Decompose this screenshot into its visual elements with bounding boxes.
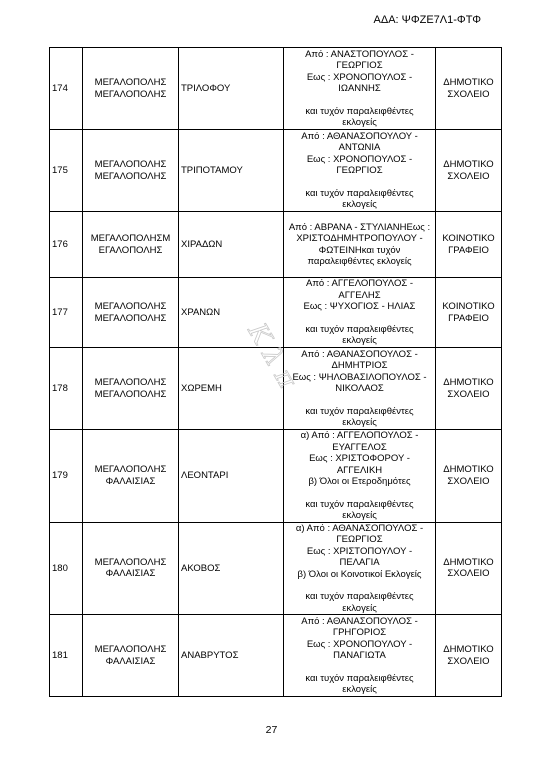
voter-range-line: Από : ΑΝΑΣΤΟΠΟΥΛΟΣ - [305,48,414,60]
row-number: 178 [50,348,83,430]
voter-range-line: Από : ΑΘΑΝΑΣΟΠΟΥΛΟΣ - [301,348,418,360]
voter-range-line: α) Από : ΑΘΑΝΑΣΟΠΟΥΛΟΣ - [295,522,424,534]
polling-place-line: ΔΗΜΟΤΙΚΟ [443,644,494,655]
table-row [50,278,502,348]
voter-range-cell [284,278,436,348]
voter-range-line [286,580,433,591]
voter-range-line: εκλογείς [342,684,377,695]
location-cell: ΧΙΡΑΔΩΝ [179,212,284,278]
table-row [50,212,502,278]
table-row [50,615,502,697]
municipality-line: ΜΕΓΑΛΟΠΟΛΗΣ [94,377,167,388]
polling-place-line: ΚΟΙΝΟΤΙΚΟ [442,301,495,312]
location-cell: ΤΡΙΛΟΦΟΥ [179,48,284,130]
voter-range-line: ΕΥΑΓΓΕΛΟΣ [332,441,387,453]
voter-range-line: και τυχόν παραλειφθέντες [305,405,414,417]
voter-range-line: εκλογείς [342,199,377,210]
municipality-line: ΜΕΓΑΛΟΠΟΛΗΣ [94,170,167,182]
table-row [50,430,502,523]
voter-range-line: β) Όλοι οι Κοινοτικοί Εκλογείς [297,568,422,580]
municipality-cell [83,278,179,348]
voter-range-line: ΦΩΤΕΙΝΗκαι τυχόν [318,244,401,256]
location-cell: ΑΝΑΒΡΥΤΟΣ [179,615,284,697]
location-cell: ΤΡΙΠΟΤΑΜΟΥ [179,130,284,212]
voter-range-line: Από : ΑΘΑΝΑΣΟΠΟΥΛΟΣ - [301,615,418,627]
voter-range-cell [284,48,436,130]
voter-range-line: εκλογείς [342,602,377,614]
row-number: 179 [50,430,83,523]
polling-place-line: ΔΗΜΟΤΙΚΟ [443,464,494,476]
voter-range-cell [284,615,436,697]
voter-range-line: και τυχόν παραλειφθέντες [305,187,414,199]
polling-place-line: ΣΧΟΛΕΙΟ [447,475,490,487]
voter-range-line: και τυχόν παραλειφθέντες [305,323,414,335]
polling-place-line: ΣΧΟΛΕΙΟ [447,170,490,182]
voter-range-cell [284,130,436,212]
municipality-cell [83,348,179,430]
voter-range-line: Από : ΑΘΑΝΑΣΟΠΟΥΛΟΥ - [301,130,418,142]
voter-range-line: και τυχόν παραλειφθέντες [305,672,414,684]
voter-range-line: Από : ΑΒΡΑΝΑ - ΣΤΥΛΙΑΝΗΕως : [288,221,431,233]
voter-range-line: ΔΗΜΗΤΡΙΟΣ [331,360,388,371]
location-cell: ΛΕΟΝΤΑΡΙ [179,430,284,523]
municipality-line: ΜΕΓΑΛΟΠΟΛΗΣ [94,301,167,312]
municipality-line: ΜΕΓΑΛΟΠΟΛΗΣ [94,312,167,324]
table-row [50,522,502,615]
voter-range-cell [284,430,436,523]
municipality-cell [83,130,179,212]
voter-range-line: ΠΑΝΑΓΙΩΤΑ [333,650,386,661]
voter-range-line: εκλογείς [342,335,377,347]
voter-range-line: Εως : ΧΡΟΝΟΠΟΥΛΟΣ - [306,71,413,83]
polling-place-line: ΔΗΜΟΤΙΚΟ [443,77,494,88]
municipality-line: ΜΕΓΑΛΟΠΟΛΗΣ [94,159,167,170]
municipality-cell [83,615,179,697]
municipality-cell [83,522,179,615]
polling-place-cell [436,48,502,130]
voter-range-line: Εως : ΧΡΟΝΟΠΟΥΛΟΥ - [306,638,413,650]
polling-place-line: ΔΗΜΟΤΙΚΟ [443,377,494,388]
polling-stations-table [49,47,502,697]
voter-range-cell [284,348,436,430]
polling-place-cell [436,212,502,278]
municipality-line: ΜΕΓΑΛΟΠΟΛΗΣ [94,88,167,100]
municipality-line: ΕΓΑΛΟΠΟΛΗΣ [98,244,163,256]
voter-range-line: ΧΡΙΣΤΟΔΗΜΗΤΡΟΠΟΥΛΟΥ - [296,233,423,244]
polling-place-line: ΓΡΑΦΕΙΟ [448,312,489,324]
voter-range-line: και τυχόν παραλειφθέντες [305,105,414,117]
row-number: 176 [50,212,83,278]
voter-range-line [286,313,433,324]
voter-range-line: ΓΕΩΡΓΙΟΣ [336,534,383,545]
municipality-line: ΜΕΓΑΛΟΠΟΛΗΣ [94,77,167,88]
location-cell: ΧΩΡΕΜΗ [179,348,284,430]
municipality-line: ΜΕΓΑΛΟΠΟΛΗΣ [94,556,167,568]
voter-range-line: εκλογείς [342,417,377,428]
voter-range-line: Εως : ΧΡΙΣΤΟΦΟΡΟΥ - ΑΓΓΕΛΙΚΗ [309,453,410,476]
voter-range-cell [284,212,436,278]
table-row [50,130,502,212]
voter-range-line: β) Όλοι οι Ετεροδημότες [308,476,411,487]
voter-range-line: και τυχόν παραλειφθέντες [305,498,414,510]
row-number: 181 [50,615,83,697]
polling-place-cell [436,278,502,348]
location-cell: ΑΚΟΒΟΣ [179,522,284,615]
polling-place-line: ΣΧΟΛΕΙΟ [447,388,490,400]
municipality-line: ΦΑΛΑΙΣΙΑΣ [105,655,156,667]
polling-place-cell [436,430,502,523]
polling-place-line: ΣΧΟΛΕΙΟ [447,88,490,100]
voter-range-line [286,662,433,673]
municipality-line: ΜΕΓΑΛΟΠΟΛΗΣ [94,388,167,400]
voter-range-line: α) Από : ΑΓΓΕΛΟΠΟΥΛΟΣ - [300,430,419,441]
voter-range-line [286,177,433,188]
polling-place-cell [436,522,502,615]
ada-code: ΑΔΑ: ΨΦΖΕ7Λ1-ΦΤΦ [373,14,481,26]
polling-place-line: ΔΗΜΟΤΙΚΟ [443,159,494,170]
voter-range-line: ΑΝΤΩΝΙΑ [338,142,381,153]
voter-range-line: Από : ΑΓΓΕΛΟΠΟΥΛΟΣ - [305,278,414,290]
voter-range-line: Εως : ΨΗΛΟΒΑΣΙΛΟΠΟΥΛΟΣ - [292,371,427,383]
polling-place-line: ΣΧΟΛΕΙΟ [447,655,490,667]
municipality-line: ΦΑΛΑΙΣΙΑΣ [105,475,156,487]
voter-range-cell [284,522,436,615]
voter-range-line [286,395,433,406]
voter-range-line: ΓΕΩΡΓΙΟΣ [336,60,383,71]
municipality-cell [83,430,179,523]
municipality-cell [83,212,179,278]
voter-range-line: εκλογείς [342,510,377,521]
voter-range-line: ΓΡΗΓΟΡΙΟΣ [332,627,387,638]
table-row [50,48,502,130]
municipality-line: ΜΕΓΑΛΟΠΟΛΗΣ [94,464,167,476]
row-number: 174 [50,48,83,130]
polling-place-line: ΔΗΜΟΤΙΚΟ [443,556,494,568]
polling-place-cell [436,615,502,697]
polling-place-line: ΚΟΙΝΟΤΙΚΟ [442,233,495,244]
municipality-line: ΜΕΓΑΛΟΠΟΛΗΣ [94,644,167,655]
polling-place-cell [436,348,502,430]
voter-range-line: ΙΩΑΝΝΗΣ [338,83,381,94]
voter-range-line: ΝΙΚΟΛΑΟΣ [335,383,384,394]
voter-range-line: Εως : ΨΥΧΟΓΙΟΣ - ΗΛΙΑΣ [303,301,416,313]
voter-range-line: ΑΓΓΕΛΗΣ [338,289,381,301]
row-number: 180 [50,522,83,615]
location-cell: ΧΡΑΝΩΝ [179,278,284,348]
page-number: 27 [265,724,278,736]
municipality-line: ΦΑΛΑΙΣΙΑΣ [105,568,156,580]
voter-range-line: Εως : ΧΡΟΝΟΠΟΥΛΟΣ - [306,153,413,165]
voter-range-line [286,488,433,499]
voter-range-line: παραλειφθέντες εκλογείς [307,256,412,267]
row-number: 177 [50,278,83,348]
voter-range-line: Εως : ΧΡΙΣΤΟΠΟΥΛΟΥ - ΠΕΛΑΓΙΑ [306,545,413,568]
polling-place-line: ΓΡΑΦΕΙΟ [448,244,489,256]
voter-range-line: και τυχόν παραλειφθέντες [305,591,414,602]
svg-text:Κ λ π: Κ λ π [241,318,303,394]
voter-range-line: ΓΕΩΡΓΙΟΣ [336,165,383,176]
table-row [50,348,502,430]
polling-place-line: ΣΧΟΛΕΙΟ [447,568,490,580]
voter-range-line [286,95,433,106]
voter-range-line: εκλογείς [342,117,377,128]
municipality-cell [83,48,179,130]
municipality-line: ΜΕΓΑΛΟΠΟΛΗΣΜ [90,233,171,244]
polling-place-cell [436,130,502,212]
row-number: 175 [50,130,83,212]
